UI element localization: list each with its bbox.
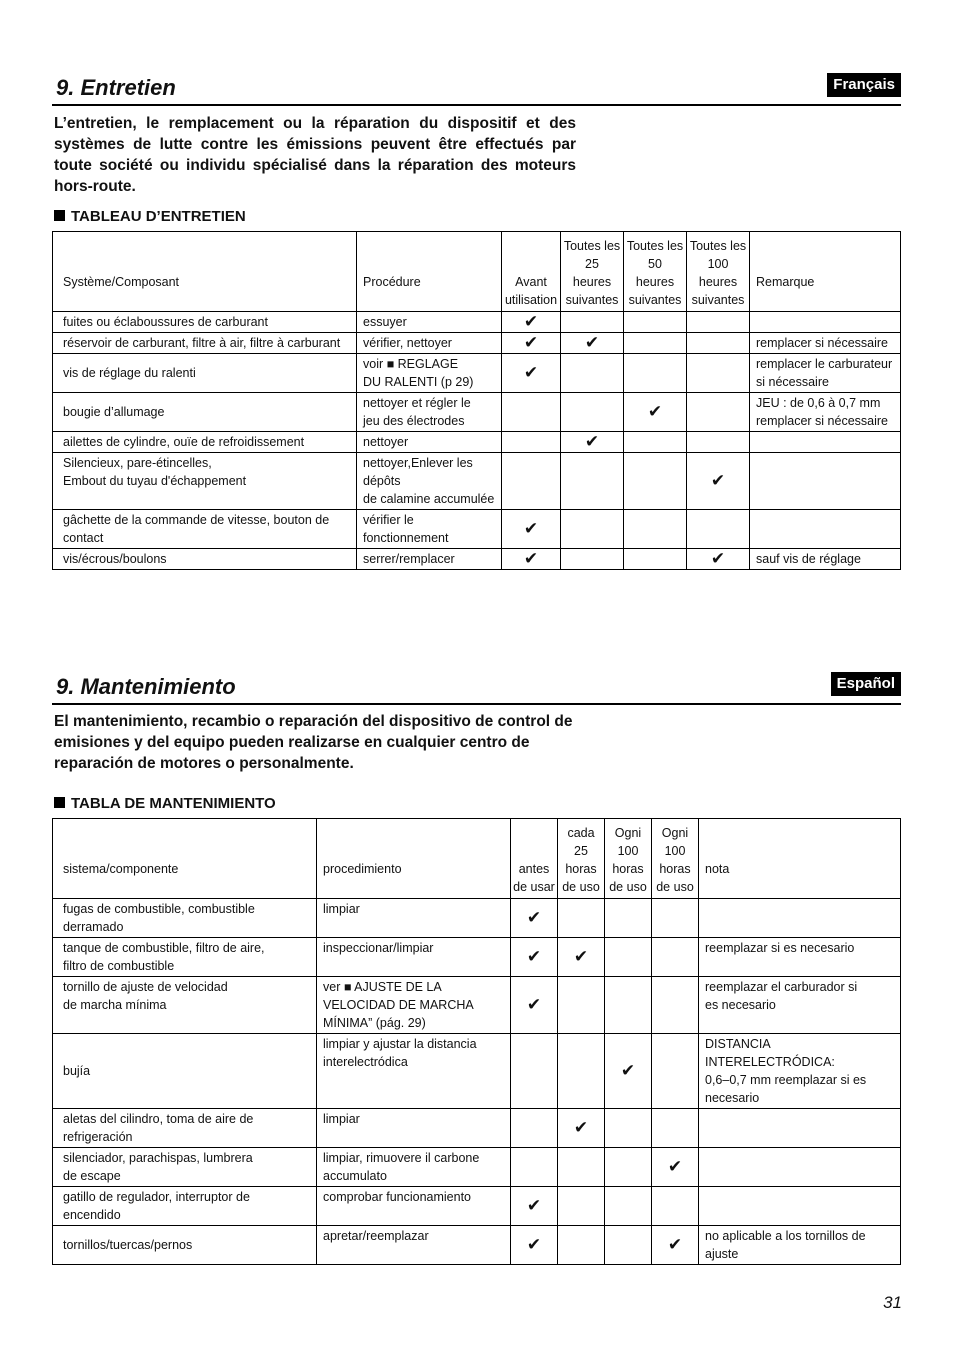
header-before-use: Avant utilisation xyxy=(502,232,561,312)
cell-25h xyxy=(561,354,624,393)
cell-25h: ✔ xyxy=(558,1109,605,1148)
header-component: sistema/componente xyxy=(53,819,317,899)
cell-remark xyxy=(699,1187,901,1226)
cell-remark xyxy=(699,1148,901,1187)
cell-50h xyxy=(624,312,687,333)
cell-procedure: nettoyer et régler le jeu des électrodes xyxy=(357,393,502,432)
cell-25h xyxy=(561,453,624,510)
cell-remark xyxy=(750,432,901,453)
table-row xyxy=(53,453,901,510)
table-heading-text: TABLEAU D’ENTRETIEN xyxy=(71,208,246,225)
cell-before-use xyxy=(502,432,561,453)
cell-component: aletas del cilindro, toma de aire de refrigeración xyxy=(53,1109,317,1148)
cell-25h xyxy=(558,899,605,938)
language-badge: Français xyxy=(827,73,901,97)
cell-before-use: ✔ xyxy=(502,333,561,354)
header-procedure: Procédure xyxy=(357,232,502,312)
cell-25h xyxy=(558,1034,605,1109)
intro-paragraph: L’entretien, le remplacement ou la réparation du dispositif et des systèmes de lutte contre les émissions peuvent être effectués par toute société ou individu spécialisé dans la réparation des moteurs hors-route. xyxy=(54,115,576,195)
cell-remark xyxy=(699,899,901,938)
cell-component: silenciador, parachispas, lumbrera de escape xyxy=(53,1148,317,1187)
cell-component: tanque de combustible, filtro de aire, filtro de combustible xyxy=(53,938,317,977)
header-100h: Ogni 100 horas de uso xyxy=(652,819,699,899)
cell-50h xyxy=(605,1148,652,1187)
cell-component: tornillo de ajuste de velocidad de marcha mínima xyxy=(53,977,317,1034)
maintenance-table xyxy=(52,818,901,1265)
cell-procedure: vérifier le fonctionnement xyxy=(357,510,502,549)
table-row xyxy=(53,1226,901,1265)
table-heading xyxy=(54,795,276,813)
cell-remark: remplacer si nécessaire xyxy=(750,333,901,354)
cell-before-use: ✔ xyxy=(511,977,558,1034)
cell-procedure: essuyer xyxy=(357,312,502,333)
cell-25h: ✔ xyxy=(558,938,605,977)
cell-25h xyxy=(561,312,624,333)
cell-remark: sauf vis de réglage xyxy=(750,549,901,570)
cell-100h: ✔ xyxy=(687,549,750,570)
table-row xyxy=(53,549,901,570)
cell-before-use xyxy=(502,393,561,432)
cell-component: réservoir de carburant, filtre à air, filtre à carburant xyxy=(53,333,357,354)
cell-procedure: inspeccionar/limpiar xyxy=(317,938,511,977)
table-row xyxy=(53,1034,901,1109)
cell-25h xyxy=(561,549,624,570)
cell-100h xyxy=(652,938,699,977)
section-title: 9. Mantenimiento xyxy=(56,674,236,699)
cell-50h xyxy=(624,354,687,393)
table-row xyxy=(53,333,901,354)
cell-25h xyxy=(558,1187,605,1226)
cell-100h xyxy=(652,1187,699,1226)
language-badge: Español xyxy=(831,672,901,696)
cell-25h xyxy=(558,977,605,1034)
section-title: 9. Entretien xyxy=(56,75,176,100)
cell-procedure: limpiar xyxy=(317,899,511,938)
cell-100h xyxy=(687,354,750,393)
cell-remark: no aplicable a los tornillos de ajuste xyxy=(699,1226,901,1265)
cell-remark xyxy=(750,312,901,333)
table-row xyxy=(53,1109,901,1148)
cell-before-use xyxy=(502,453,561,510)
cell-100h xyxy=(687,432,750,453)
header-25h: cada 25 horas de uso xyxy=(558,819,605,899)
table-row xyxy=(53,899,901,938)
cell-before-use xyxy=(511,1148,558,1187)
cell-remark: JEU : de 0,6 à 0,7 mm remplacer si nécessaire xyxy=(750,393,901,432)
table-row xyxy=(53,977,901,1034)
header-remark: nota xyxy=(699,819,901,899)
cell-remark xyxy=(750,510,901,549)
cell-before-use: ✔ xyxy=(511,938,558,977)
cell-component: bujía xyxy=(53,1034,317,1109)
cell-procedure: voir ■ REGLAGE DU RALENTI (p 29) xyxy=(357,354,502,393)
cell-component: Silencieux, pare-étincelles, Embout du tuyau d'échappement xyxy=(53,453,357,510)
header-procedure: procedimiento xyxy=(317,819,511,899)
cell-procedure: limpiar, rimuovere il carbone accumulato xyxy=(317,1148,511,1187)
cell-50h xyxy=(624,333,687,354)
french-section xyxy=(52,74,901,568)
cell-50h xyxy=(605,938,652,977)
cell-100h: ✔ xyxy=(652,1226,699,1265)
title-rule xyxy=(52,104,901,106)
table-header-row xyxy=(53,232,901,312)
cell-100h xyxy=(687,393,750,432)
table-heading xyxy=(54,208,246,226)
title-rule xyxy=(52,703,901,705)
cell-procedure: comprobar funcionamiento xyxy=(317,1187,511,1226)
table-header-row xyxy=(53,819,901,899)
cell-100h: ✔ xyxy=(687,453,750,510)
cell-25h xyxy=(558,1226,605,1265)
cell-procedure: ver ■ AJUSTE DE LA VELOCIDAD DE MARCHA MÍNIMA” (pág. 29) xyxy=(317,977,511,1034)
cell-50h xyxy=(605,1187,652,1226)
cell-remark: reemplazar el carburador si es necesario xyxy=(699,977,901,1034)
cell-procedure: limpiar y ajustar la distancia interelectródica xyxy=(317,1034,511,1109)
cell-component: gatillo de regulador, interruptor de encendido xyxy=(53,1187,317,1226)
page-number: 31 xyxy=(883,1293,902,1312)
table-row xyxy=(53,354,901,393)
cell-component: bougie d’allumage xyxy=(53,393,357,432)
cell-remark: reemplazar si es necesario xyxy=(699,938,901,977)
header-50h: Toutes les 50 heures suivantes xyxy=(624,232,687,312)
cell-component: gâchette de la commande de vitesse, bouton de contact xyxy=(53,510,357,549)
cell-procedure: serrer/remplacer xyxy=(357,549,502,570)
square-bullet-icon xyxy=(54,210,65,221)
cell-50h xyxy=(605,977,652,1034)
cell-component: fugas de combustible, combustible derramado xyxy=(53,899,317,938)
maintenance-table xyxy=(52,231,901,570)
cell-remark: DISTANCIA INTERELECTRÓDICA: 0,6–0,7 mm reemplazar si es necesario xyxy=(699,1034,901,1109)
table-row xyxy=(53,393,901,432)
cell-50h xyxy=(624,432,687,453)
table-row xyxy=(53,312,901,333)
cell-component: fuites ou éclaboussures de carburant xyxy=(53,312,357,333)
cell-component: ailettes de cylindre, ouïe de refroidissement xyxy=(53,432,357,453)
cell-before-use: ✔ xyxy=(502,354,561,393)
cell-procedure: vérifier, nettoyer xyxy=(357,333,502,354)
cell-100h xyxy=(652,1109,699,1148)
cell-25h xyxy=(561,393,624,432)
cell-before-use: ✔ xyxy=(502,312,561,333)
table-row xyxy=(53,938,901,977)
cell-before-use: ✔ xyxy=(502,549,561,570)
spanish-section xyxy=(52,673,901,1261)
cell-component: tornillos/tuercas/pernos xyxy=(53,1226,317,1265)
square-bullet-icon xyxy=(54,797,65,808)
header-100h: Toutes les 100 heures suivantes xyxy=(687,232,750,312)
cell-before-use xyxy=(511,1109,558,1148)
table-row xyxy=(53,510,901,549)
cell-100h xyxy=(687,333,750,354)
cell-procedure: apretar/reemplazar xyxy=(317,1226,511,1265)
cell-50h xyxy=(605,899,652,938)
cell-remark: remplacer le carburateur si nécessaire xyxy=(750,354,901,393)
header-50h: Ogni 100 horas de uso xyxy=(605,819,652,899)
cell-50h xyxy=(624,453,687,510)
cell-before-use: ✔ xyxy=(511,1187,558,1226)
cell-25h xyxy=(558,1148,605,1187)
cell-50h xyxy=(605,1226,652,1265)
table-row xyxy=(53,432,901,453)
header-25h: Toutes les 25 heures suivantes xyxy=(561,232,624,312)
table-row xyxy=(53,1187,901,1226)
cell-100h xyxy=(687,312,750,333)
cell-25h xyxy=(561,510,624,549)
cell-component: vis de réglage du ralenti xyxy=(53,354,357,393)
cell-100h xyxy=(652,977,699,1034)
cell-50h: ✔ xyxy=(624,393,687,432)
cell-50h xyxy=(605,1109,652,1148)
cell-remark xyxy=(699,1109,901,1148)
table-row xyxy=(53,1148,901,1187)
cell-50h xyxy=(624,510,687,549)
cell-50h: ✔ xyxy=(605,1034,652,1109)
cell-100h: ✔ xyxy=(652,1148,699,1187)
cell-100h xyxy=(687,510,750,549)
cell-100h xyxy=(652,1034,699,1109)
cell-50h xyxy=(624,549,687,570)
cell-before-use xyxy=(511,1034,558,1109)
cell-procedure: nettoyer xyxy=(357,432,502,453)
header-before-use: antes de usar xyxy=(511,819,558,899)
cell-procedure: nettoyer,Enlever les dépôts de calamine accumulée xyxy=(357,453,502,510)
cell-before-use: ✔ xyxy=(511,1226,558,1265)
cell-100h xyxy=(652,899,699,938)
cell-25h: ✔ xyxy=(561,333,624,354)
cell-component: vis/écrous/boulons xyxy=(53,549,357,570)
header-component: Système/Composant xyxy=(53,232,357,312)
cell-procedure: limpiar xyxy=(317,1109,511,1148)
table-heading-text: TABLA DE MANTENIMIENTO xyxy=(71,795,276,812)
cell-remark xyxy=(750,453,901,510)
cell-before-use: ✔ xyxy=(511,899,558,938)
cell-25h: ✔ xyxy=(561,432,624,453)
cell-before-use: ✔ xyxy=(502,510,561,549)
intro-paragraph: El mantenimiento, recambio o reparación del dispositivo de control de emisiones y del equipo pueden realizarse en cualquier centro de reparación de motores o personalmente. xyxy=(54,713,573,772)
header-remark: Remarque xyxy=(750,232,901,312)
